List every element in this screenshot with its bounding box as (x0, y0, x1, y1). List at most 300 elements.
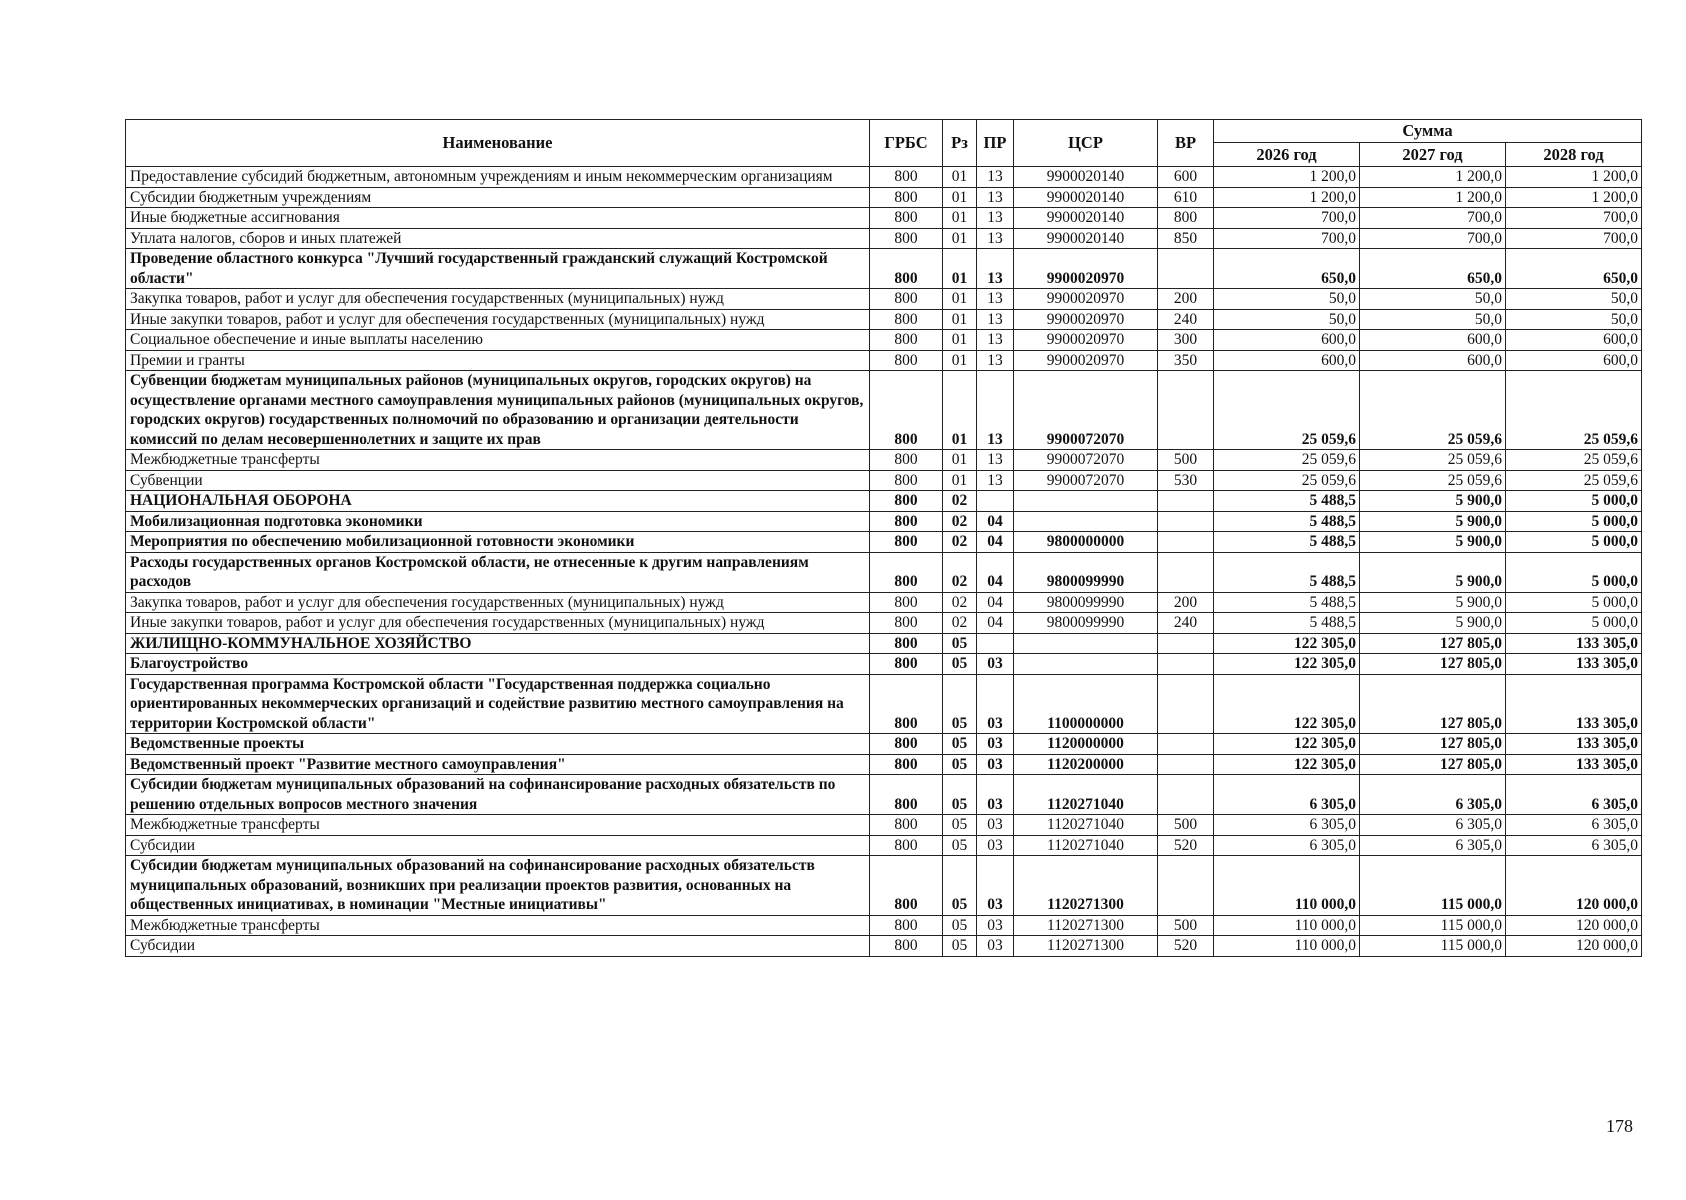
cell-name: Предоставление субсидий бюджетным, автономным учреждениям и иным некоммерческим организациям (126, 167, 870, 188)
cell-pr: 03 (977, 815, 1014, 836)
cell-grbs: 800 (870, 815, 943, 836)
table-row (126, 552, 1642, 592)
cell-csr (1014, 511, 1158, 532)
cell-vr (1158, 552, 1214, 592)
cell-rz: 01 (943, 187, 977, 208)
cell-2027: 5 900,0 (1360, 491, 1506, 512)
cell-rz: 01 (943, 371, 977, 450)
cell-name: Субсидии бюджетам муниципальных образований на софинансирование расходных обязательств по решению отдельных вопросов местного значения (126, 775, 870, 815)
cell-name: Проведение областного конкурса "Лучший государственный гражданский служащий Костромской области" (126, 249, 870, 289)
cell-2026: 50,0 (1214, 309, 1360, 330)
cell-rz: 02 (943, 532, 977, 553)
cell-csr: 1120271040 (1014, 775, 1158, 815)
cell-rz: 01 (943, 249, 977, 289)
cell-pr: 03 (977, 734, 1014, 755)
cell-rz: 01 (943, 208, 977, 229)
table-row (126, 674, 1642, 734)
cell-2026: 122 305,0 (1214, 654, 1360, 675)
cell-name: Мобилизационная подготовка экономики (126, 511, 870, 532)
cell-rz: 01 (943, 450, 977, 471)
cell-name: Государственная программа Костромской области "Государственная поддержка социально ориентированных некоммерческих организаций и содействие развитию местного самоуправления на территории Костромской области" (126, 674, 870, 734)
cell-2027: 700,0 (1360, 228, 1506, 249)
cell-pr: 03 (977, 835, 1014, 856)
cell-csr (1014, 633, 1158, 654)
cell-vr (1158, 775, 1214, 815)
cell-rz: 01 (943, 350, 977, 371)
cell-vr (1158, 654, 1214, 675)
cell-grbs: 800 (870, 856, 943, 916)
cell-2026: 6 305,0 (1214, 835, 1360, 856)
table-row (126, 915, 1642, 936)
cell-2027: 127 805,0 (1360, 734, 1506, 755)
cell-2028: 50,0 (1506, 289, 1642, 310)
table-row (126, 208, 1642, 229)
cell-2027: 650,0 (1360, 249, 1506, 289)
cell-2028: 133 305,0 (1506, 654, 1642, 675)
cell-pr: 13 (977, 470, 1014, 491)
cell-2028: 5 000,0 (1506, 532, 1642, 553)
header-csr: ЦСР (1014, 120, 1158, 167)
cell-2027: 127 805,0 (1360, 654, 1506, 675)
cell-name: Субсидии (126, 835, 870, 856)
table-row (126, 309, 1642, 330)
cell-2028: 5 000,0 (1506, 552, 1642, 592)
cell-csr (1014, 654, 1158, 675)
page-number: 178 (1606, 1116, 1633, 1136)
cell-grbs: 800 (870, 754, 943, 775)
cell-name: Ведомственный проект "Развитие местного самоуправления" (126, 754, 870, 775)
cell-vr: 800 (1158, 208, 1214, 229)
cell-name: ЖИЛИЩНО-КОММУНАЛЬНОЕ ХОЗЯЙСТВО (126, 633, 870, 654)
cell-2028: 1 200,0 (1506, 187, 1642, 208)
cell-grbs: 800 (870, 249, 943, 289)
cell-name: Субсидии (126, 936, 870, 957)
cell-2026: 5 488,5 (1214, 592, 1360, 613)
cell-pr: 03 (977, 654, 1014, 675)
cell-grbs: 800 (870, 775, 943, 815)
cell-name: Закупка товаров, работ и услуг для обеспечения государственных (муниципальных) нужд (126, 592, 870, 613)
table-row (126, 371, 1642, 450)
table-row (126, 592, 1642, 613)
cell-2026: 6 305,0 (1214, 775, 1360, 815)
cell-pr: 03 (977, 775, 1014, 815)
cell-2028: 5 000,0 (1506, 511, 1642, 532)
cell-rz: 05 (943, 835, 977, 856)
cell-grbs: 800 (870, 734, 943, 755)
cell-rz: 05 (943, 815, 977, 836)
cell-vr: 610 (1158, 187, 1214, 208)
cell-pr: 03 (977, 856, 1014, 916)
cell-vr (1158, 249, 1214, 289)
header-rz: Рз (943, 120, 977, 167)
cell-2028: 120 000,0 (1506, 856, 1642, 916)
cell-rz: 05 (943, 674, 977, 734)
cell-rz: 01 (943, 167, 977, 188)
cell-2027: 25 059,6 (1360, 450, 1506, 471)
cell-pr: 13 (977, 187, 1014, 208)
cell-csr: 9900020140 (1014, 228, 1158, 249)
cell-2027: 127 805,0 (1360, 754, 1506, 775)
cell-vr (1158, 491, 1214, 512)
cell-vr: 500 (1158, 815, 1214, 836)
cell-pr: 04 (977, 511, 1014, 532)
table-row (126, 330, 1642, 351)
cell-2026: 25 059,6 (1214, 450, 1360, 471)
cell-rz: 05 (943, 633, 977, 654)
cell-rz: 01 (943, 289, 977, 310)
cell-csr: 1100000000 (1014, 674, 1158, 734)
cell-rz: 05 (943, 754, 977, 775)
cell-pr: 13 (977, 167, 1014, 188)
cell-csr: 1120271040 (1014, 835, 1158, 856)
cell-vr: 300 (1158, 330, 1214, 351)
table-row (126, 633, 1642, 654)
cell-csr: 1120271300 (1014, 915, 1158, 936)
cell-2028: 5 000,0 (1506, 491, 1642, 512)
cell-rz: 02 (943, 511, 977, 532)
cell-2027: 115 000,0 (1360, 915, 1506, 936)
cell-vr: 520 (1158, 936, 1214, 957)
header-pr: ПР (977, 120, 1014, 167)
cell-rz: 02 (943, 491, 977, 512)
cell-name: Субвенции (126, 470, 870, 491)
cell-vr (1158, 856, 1214, 916)
cell-grbs: 800 (870, 552, 943, 592)
cell-vr: 500 (1158, 915, 1214, 936)
cell-vr (1158, 532, 1214, 553)
budget-table (125, 119, 1642, 957)
cell-name: Закупка товаров, работ и услуг для обеспечения государственных (муниципальных) нужд (126, 289, 870, 310)
cell-2028: 25 059,6 (1506, 371, 1642, 450)
cell-rz: 05 (943, 915, 977, 936)
cell-pr: 04 (977, 552, 1014, 592)
cell-grbs: 800 (870, 309, 943, 330)
cell-2026: 110 000,0 (1214, 915, 1360, 936)
cell-grbs: 800 (870, 613, 943, 634)
cell-vr: 520 (1158, 835, 1214, 856)
cell-csr: 9900072070 (1014, 371, 1158, 450)
table-row (126, 815, 1642, 836)
cell-2026: 5 488,5 (1214, 613, 1360, 634)
table-row (126, 754, 1642, 775)
cell-2026: 5 488,5 (1214, 552, 1360, 592)
cell-csr: 9900020140 (1014, 208, 1158, 229)
cell-2026: 110 000,0 (1214, 936, 1360, 957)
cell-2028: 25 059,6 (1506, 470, 1642, 491)
cell-grbs: 800 (870, 915, 943, 936)
cell-2027: 1 200,0 (1360, 187, 1506, 208)
cell-vr: 240 (1158, 309, 1214, 330)
cell-name: Мероприятия по обеспечению мобилизационной готовности экономики (126, 532, 870, 553)
cell-pr: 03 (977, 674, 1014, 734)
cell-grbs: 800 (870, 592, 943, 613)
cell-2028: 6 305,0 (1506, 775, 1642, 815)
cell-name: Межбюджетные трансферты (126, 915, 870, 936)
cell-grbs: 800 (870, 835, 943, 856)
cell-rz: 05 (943, 734, 977, 755)
cell-csr: 9900020970 (1014, 249, 1158, 289)
table-row (126, 511, 1642, 532)
cell-name: Расходы государственных органов Костромской области, не отнесенные к другим направлениям расходов (126, 552, 870, 592)
cell-rz: 01 (943, 309, 977, 330)
cell-csr: 9800000000 (1014, 532, 1158, 553)
cell-2027: 50,0 (1360, 289, 1506, 310)
cell-rz: 05 (943, 936, 977, 957)
cell-pr (977, 633, 1014, 654)
cell-pr: 03 (977, 936, 1014, 957)
cell-2026: 5 488,5 (1214, 511, 1360, 532)
header-name: Наименование (126, 120, 870, 167)
table-row (126, 856, 1642, 916)
table-row (126, 450, 1642, 471)
cell-grbs: 800 (870, 167, 943, 188)
cell-2027: 5 900,0 (1360, 592, 1506, 613)
table-row (126, 491, 1642, 512)
cell-name: Иные закупки товаров, работ и услуг для обеспечения государственных (муниципальных) нужд (126, 613, 870, 634)
cell-name: Субсидии бюджетным учреждениям (126, 187, 870, 208)
cell-vr (1158, 371, 1214, 450)
cell-2026: 600,0 (1214, 330, 1360, 351)
cell-vr: 850 (1158, 228, 1214, 249)
cell-2027: 5 900,0 (1360, 552, 1506, 592)
cell-pr: 03 (977, 754, 1014, 775)
cell-rz: 01 (943, 228, 977, 249)
cell-2027: 6 305,0 (1360, 835, 1506, 856)
cell-2028: 600,0 (1506, 350, 1642, 371)
cell-grbs: 800 (870, 350, 943, 371)
cell-name: Ведомственные проекты (126, 734, 870, 755)
cell-2028: 133 305,0 (1506, 754, 1642, 775)
cell-2028: 650,0 (1506, 249, 1642, 289)
cell-pr: 13 (977, 208, 1014, 229)
table-row (126, 654, 1642, 675)
cell-csr: 9900072070 (1014, 470, 1158, 491)
cell-vr: 530 (1158, 470, 1214, 491)
cell-2026: 1 200,0 (1214, 167, 1360, 188)
table-row (126, 228, 1642, 249)
cell-2026: 122 305,0 (1214, 754, 1360, 775)
cell-vr (1158, 734, 1214, 755)
table-row (126, 350, 1642, 371)
cell-pr: 03 (977, 915, 1014, 936)
cell-vr: 350 (1158, 350, 1214, 371)
cell-pr: 13 (977, 330, 1014, 351)
cell-pr: 13 (977, 350, 1014, 371)
header-sum: Сумма (1214, 120, 1642, 143)
cell-2028: 6 305,0 (1506, 815, 1642, 836)
cell-grbs: 800 (870, 491, 943, 512)
cell-2026: 122 305,0 (1214, 734, 1360, 755)
cell-2026: 25 059,6 (1214, 470, 1360, 491)
table-row (126, 249, 1642, 289)
cell-2027: 5 900,0 (1360, 511, 1506, 532)
table-row (126, 532, 1642, 553)
cell-grbs: 800 (870, 371, 943, 450)
table-row (126, 187, 1642, 208)
cell-2028: 700,0 (1506, 208, 1642, 229)
cell-2026: 122 305,0 (1214, 674, 1360, 734)
cell-name: Социальное обеспечение и иные выплаты населению (126, 330, 870, 351)
cell-csr: 9900020140 (1014, 167, 1158, 188)
cell-csr: 9900072070 (1014, 450, 1158, 471)
cell-vr (1158, 511, 1214, 532)
cell-name: Иные закупки товаров, работ и услуг для обеспечения государственных (муниципальных) нужд (126, 309, 870, 330)
cell-name: Уплата налогов, сборов и иных платежей (126, 228, 870, 249)
cell-2027: 600,0 (1360, 350, 1506, 371)
cell-pr: 13 (977, 450, 1014, 471)
cell-2028: 50,0 (1506, 309, 1642, 330)
cell-name: Иные бюджетные ассигнования (126, 208, 870, 229)
cell-pr: 13 (977, 228, 1014, 249)
cell-rz: 05 (943, 856, 977, 916)
cell-csr: 9900020140 (1014, 187, 1158, 208)
header-year-2027: 2027 год (1360, 143, 1506, 167)
cell-rz: 02 (943, 552, 977, 592)
cell-2028: 120 000,0 (1506, 936, 1642, 957)
cell-2026: 700,0 (1214, 228, 1360, 249)
cell-2026: 122 305,0 (1214, 633, 1360, 654)
cell-vr (1158, 674, 1214, 734)
table-row (126, 470, 1642, 491)
cell-2026: 110 000,0 (1214, 856, 1360, 916)
table-body (126, 167, 1642, 957)
cell-grbs: 800 (870, 450, 943, 471)
table-row (126, 936, 1642, 957)
cell-2027: 50,0 (1360, 309, 1506, 330)
cell-pr: 13 (977, 371, 1014, 450)
cell-2026: 600,0 (1214, 350, 1360, 371)
cell-csr: 1120271300 (1014, 856, 1158, 916)
cell-2027: 5 900,0 (1360, 613, 1506, 634)
cell-grbs: 800 (870, 532, 943, 553)
table-header (126, 120, 1642, 167)
cell-csr: 1120000000 (1014, 734, 1158, 755)
cell-vr: 500 (1158, 450, 1214, 471)
cell-2028: 600,0 (1506, 330, 1642, 351)
cell-pr: 04 (977, 592, 1014, 613)
cell-2027: 5 900,0 (1360, 532, 1506, 553)
cell-2027: 127 805,0 (1360, 674, 1506, 734)
cell-2027: 700,0 (1360, 208, 1506, 229)
cell-grbs: 800 (870, 654, 943, 675)
cell-csr: 9900020970 (1014, 289, 1158, 310)
cell-2027: 1 200,0 (1360, 167, 1506, 188)
header-grbs: ГРБС (870, 120, 943, 167)
cell-grbs: 800 (870, 330, 943, 351)
cell-2028: 1 200,0 (1506, 167, 1642, 188)
cell-grbs: 800 (870, 936, 943, 957)
cell-pr: 04 (977, 532, 1014, 553)
cell-grbs: 800 (870, 208, 943, 229)
cell-2027: 25 059,6 (1360, 371, 1506, 450)
cell-grbs: 800 (870, 674, 943, 734)
cell-name: Межбюджетные трансферты (126, 815, 870, 836)
table-row (126, 835, 1642, 856)
cell-csr: 9800099990 (1014, 613, 1158, 634)
cell-csr: 9800099990 (1014, 592, 1158, 613)
cell-csr: 9900020970 (1014, 330, 1158, 351)
cell-2027: 6 305,0 (1360, 775, 1506, 815)
cell-2026: 5 488,5 (1214, 491, 1360, 512)
cell-2028: 120 000,0 (1506, 915, 1642, 936)
cell-rz: 05 (943, 654, 977, 675)
cell-name: Субвенции бюджетам муниципальных районов (муниципальных округов, городских округов) на осуществление органами местного самоуправления муниципальных районов (муниципальных округов, городских округов) государственных полномочий по образованию и организации деятельности комиссий по делам несовершеннолетних и защите их прав (126, 371, 870, 450)
cell-2028: 700,0 (1506, 228, 1642, 249)
cell-pr (977, 491, 1014, 512)
cell-2027: 115 000,0 (1360, 856, 1506, 916)
cell-pr: 13 (977, 249, 1014, 289)
cell-grbs: 800 (870, 228, 943, 249)
cell-csr: 1120200000 (1014, 754, 1158, 775)
table-row (126, 613, 1642, 634)
cell-csr: 1120271300 (1014, 936, 1158, 957)
cell-2027: 6 305,0 (1360, 815, 1506, 836)
cell-rz: 01 (943, 330, 977, 351)
table-row (126, 167, 1642, 188)
cell-vr: 600 (1158, 167, 1214, 188)
header-year-2028: 2028 год (1506, 143, 1642, 167)
cell-2027: 600,0 (1360, 330, 1506, 351)
cell-grbs: 800 (870, 470, 943, 491)
cell-rz: 05 (943, 775, 977, 815)
cell-csr: 9800099990 (1014, 552, 1158, 592)
table-row (126, 734, 1642, 755)
cell-2028: 133 305,0 (1506, 674, 1642, 734)
cell-rz: 02 (943, 592, 977, 613)
cell-2026: 700,0 (1214, 208, 1360, 229)
cell-pr: 13 (977, 309, 1014, 330)
cell-csr (1014, 491, 1158, 512)
cell-2026: 6 305,0 (1214, 815, 1360, 836)
cell-vr (1158, 754, 1214, 775)
cell-grbs: 800 (870, 187, 943, 208)
cell-vr: 240 (1158, 613, 1214, 634)
cell-name: Премии и гранты (126, 350, 870, 371)
cell-2026: 25 059,6 (1214, 371, 1360, 450)
cell-2028: 133 305,0 (1506, 734, 1642, 755)
cell-2028: 5 000,0 (1506, 592, 1642, 613)
cell-csr: 9900020970 (1014, 309, 1158, 330)
cell-pr: 04 (977, 613, 1014, 634)
cell-pr: 13 (977, 289, 1014, 310)
header-vr: ВР (1158, 120, 1214, 167)
cell-2026: 650,0 (1214, 249, 1360, 289)
cell-name: Межбюджетные трансферты (126, 450, 870, 471)
cell-name: Субсидии бюджетам муниципальных образований на софинансирование расходных обязательств муниципальных образований, возникших при реализации проектов развития, основанных на общественных инициативах, в номинации "Местные инициативы" (126, 856, 870, 916)
cell-vr (1158, 633, 1214, 654)
cell-2027: 127 805,0 (1360, 633, 1506, 654)
cell-csr: 1120271040 (1014, 815, 1158, 836)
cell-2028: 6 305,0 (1506, 835, 1642, 856)
cell-2028: 25 059,6 (1506, 450, 1642, 471)
cell-name: Благоустройство (126, 654, 870, 675)
cell-2027: 25 059,6 (1360, 470, 1506, 491)
cell-csr: 9900020970 (1014, 350, 1158, 371)
cell-rz: 01 (943, 470, 977, 491)
cell-vr: 200 (1158, 289, 1214, 310)
table-row (126, 289, 1642, 310)
cell-2028: 5 000,0 (1506, 613, 1642, 634)
cell-2026: 1 200,0 (1214, 187, 1360, 208)
cell-2027: 115 000,0 (1360, 936, 1506, 957)
cell-vr: 200 (1158, 592, 1214, 613)
cell-grbs: 800 (870, 633, 943, 654)
cell-2026: 50,0 (1214, 289, 1360, 310)
header-year-2026: 2026 год (1214, 143, 1360, 167)
table-row (126, 775, 1642, 815)
cell-grbs: 800 (870, 511, 943, 532)
cell-2026: 5 488,5 (1214, 532, 1360, 553)
